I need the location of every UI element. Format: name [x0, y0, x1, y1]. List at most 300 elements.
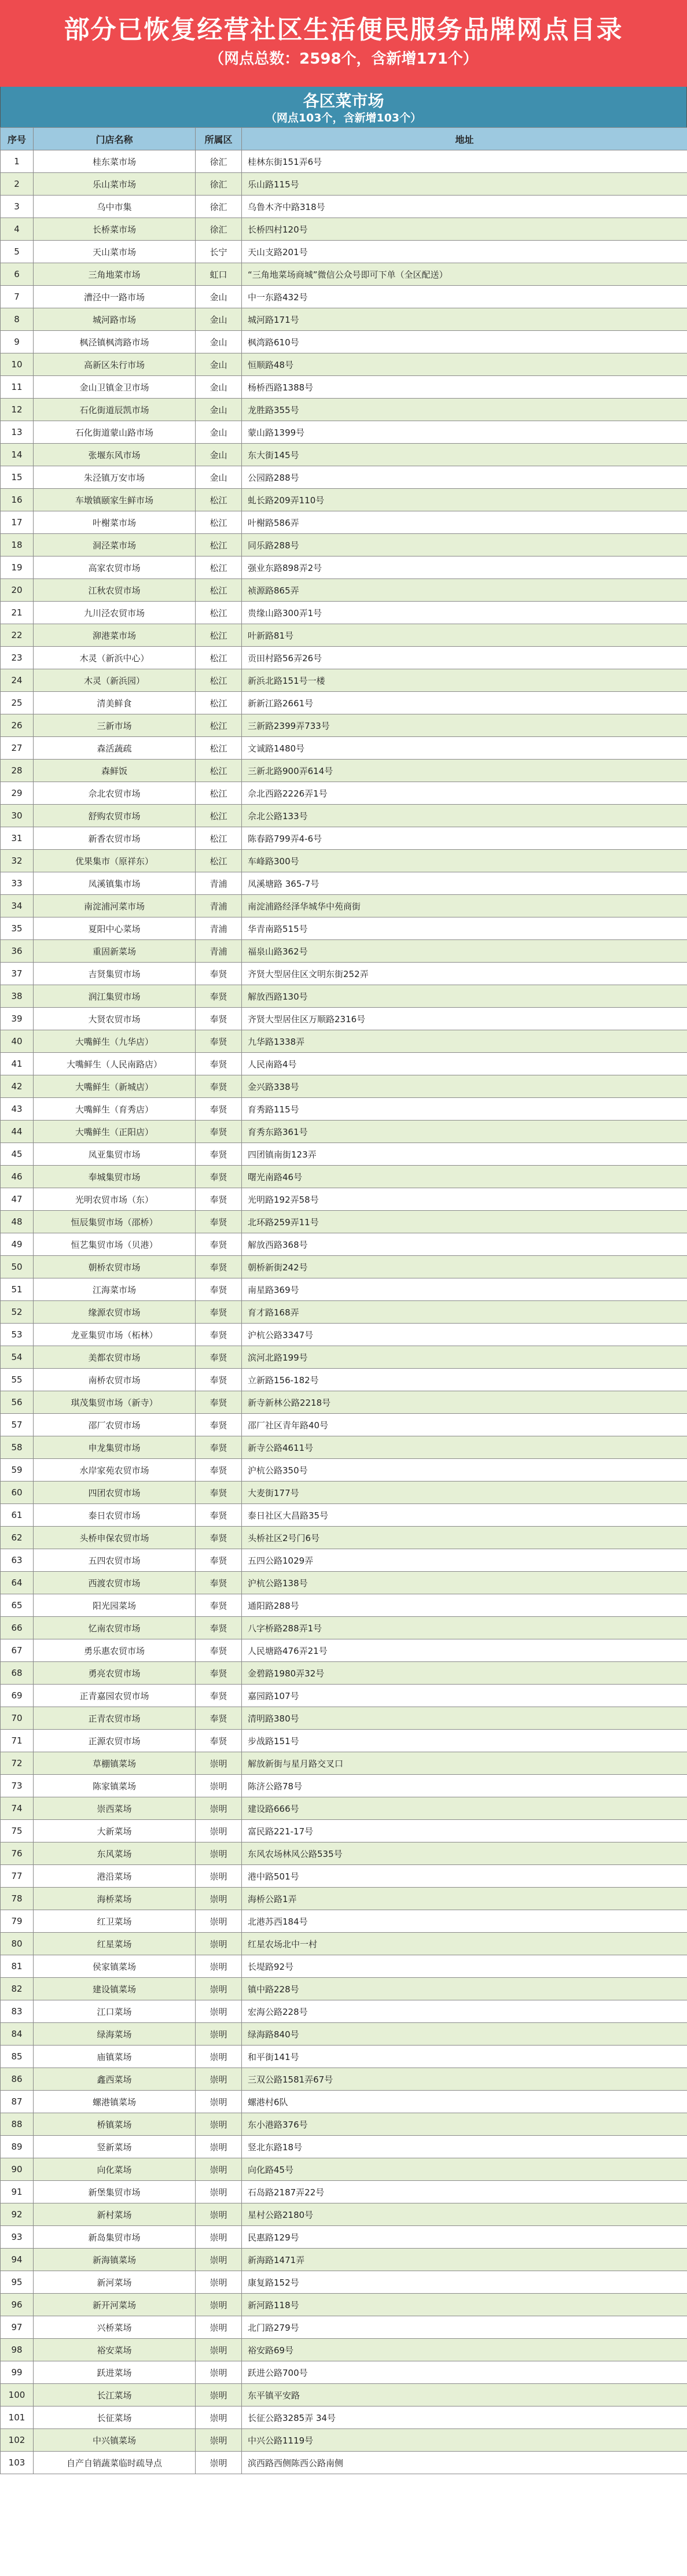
cell-district: 崇明 — [196, 2361, 242, 2384]
cell-store-name: 南桥农贸市场 — [34, 1369, 196, 1391]
cell-store-name: 江秋农贸市场 — [34, 579, 196, 602]
cell-address: 裕安路69号 — [242, 2339, 687, 2361]
cell-index: 13 — [1, 421, 34, 444]
cell-store-name: 新海镇菜场 — [34, 2249, 196, 2271]
cell-address: 龙胜路355号 — [242, 399, 687, 421]
table-row — [1, 1888, 687, 1910]
table-row — [1, 1504, 687, 1527]
cell-store-name: 夏阳中心菜场 — [34, 917, 196, 940]
table-row — [1, 1211, 687, 1233]
cell-index: 50 — [1, 1256, 34, 1278]
cell-store-name: 大新菜场 — [34, 1820, 196, 1842]
cell-index: 42 — [1, 1075, 34, 1098]
cell-store-name: 南淀浦河菜市场 — [34, 895, 196, 917]
table-row — [1, 1527, 687, 1549]
cell-district: 金山 — [196, 376, 242, 399]
cell-store-name: 石化街道辰凯市场 — [34, 399, 196, 421]
cell-district: 崇明 — [196, 1842, 242, 1865]
cell-index: 85 — [1, 2046, 34, 2068]
cell-store-name: 桥镇菜场 — [34, 2113, 196, 2136]
table-row — [1, 1639, 687, 1662]
table-row — [1, 1414, 687, 1436]
cell-index: 7 — [1, 286, 34, 308]
cell-address: 车峰路300号 — [242, 850, 687, 872]
cell-store-name: 申龙集贸市场 — [34, 1436, 196, 1459]
cell-address: 金碧路1980弄32号 — [242, 1662, 687, 1685]
cell-store-name: 奉城集贸市场 — [34, 1166, 196, 1188]
table-row — [1, 940, 687, 963]
table-row — [1, 1301, 687, 1324]
cell-address: 新寺公路4611号 — [242, 1436, 687, 1459]
cell-district: 崇明 — [196, 2068, 242, 2091]
cell-store-name: 凤溪镇集市场 — [34, 872, 196, 895]
cell-district: 崇明 — [196, 2091, 242, 2113]
cell-district: 奉贤 — [196, 1662, 242, 1685]
cell-index: 81 — [1, 1955, 34, 1978]
cell-address: 跃进公路700号 — [242, 2361, 687, 2384]
cell-address: 城河路171号 — [242, 308, 687, 331]
cell-address: 立新路156-182号 — [242, 1369, 687, 1391]
cell-address: 滨河北路199号 — [242, 1346, 687, 1369]
cell-address: 金兴路338号 — [242, 1075, 687, 1098]
table-row — [1, 714, 687, 737]
cell-store-name: 长桥菜市场 — [34, 218, 196, 241]
table-row — [1, 1188, 687, 1211]
cell-store-name: 勇乐惠农贸市场 — [34, 1639, 196, 1662]
cell-index: 103 — [1, 2452, 34, 2474]
cell-index: 67 — [1, 1639, 34, 1662]
cell-index: 90 — [1, 2158, 34, 2181]
cell-district: 松江 — [196, 579, 242, 602]
cell-district: 崇明 — [196, 2294, 242, 2316]
cell-district: 奉贤 — [196, 1121, 242, 1143]
cell-store-name: 草棚镇菜场 — [34, 1752, 196, 1775]
cell-district: 奉贤 — [196, 1369, 242, 1391]
cell-store-name: 新岛集贸市场 — [34, 2226, 196, 2249]
table-row — [1, 1549, 687, 1572]
cell-store-name: 重固新菜场 — [34, 940, 196, 963]
table-row — [1, 1030, 687, 1053]
cell-store-name: 清美鲜食 — [34, 692, 196, 714]
cell-district: 金山 — [196, 286, 242, 308]
cell-store-name: 木灵（新浜中心） — [34, 647, 196, 669]
table-row — [1, 331, 687, 353]
cell-index: 100 — [1, 2384, 34, 2407]
table-row — [1, 1910, 687, 1933]
table-row — [1, 1617, 687, 1639]
table-row — [1, 1369, 687, 1391]
cell-index: 43 — [1, 1098, 34, 1121]
table-row — [1, 963, 687, 985]
cell-address: 长征公路3285弄 34号 — [242, 2407, 687, 2429]
cell-address: 红星农场北中一村 — [242, 1933, 687, 1955]
cell-address: 北环路259弄11号 — [242, 1211, 687, 1233]
cell-district: 奉贤 — [196, 1346, 242, 1369]
cell-address: 邵厂社区青年路40号 — [242, 1414, 687, 1436]
cell-district: 崇明 — [196, 2113, 242, 2136]
cell-district: 奉贤 — [196, 1594, 242, 1617]
table-row — [1, 263, 687, 286]
cell-district: 奉贤 — [196, 1685, 242, 1707]
table-row — [1, 2316, 687, 2339]
cell-address: 头桥社区2号门6号 — [242, 1527, 687, 1549]
cell-address: 文诚路1480号 — [242, 737, 687, 760]
cell-district: 松江 — [196, 534, 242, 557]
cell-store-name: 新河菜场 — [34, 2271, 196, 2294]
cell-address: 乌鲁木齐中路318号 — [242, 196, 687, 218]
table-row — [1, 241, 687, 263]
cell-index: 41 — [1, 1053, 34, 1075]
cell-store-name: 跃进菜场 — [34, 2361, 196, 2384]
cell-store-name: 优果集市（原祥东） — [34, 850, 196, 872]
cell-index: 21 — [1, 602, 34, 624]
cell-district: 崇明 — [196, 1820, 242, 1842]
cell-district: 徐汇 — [196, 196, 242, 218]
cell-index: 32 — [1, 850, 34, 872]
cell-address: 祯源路865弄 — [242, 579, 687, 602]
cell-address: 枫湾路610号 — [242, 331, 687, 353]
cell-store-name: 三新市场 — [34, 714, 196, 737]
table-row — [1, 2046, 687, 2068]
cell-store-name: 恒辰集贸市场（邵桥） — [34, 1211, 196, 1233]
table-row — [1, 2452, 687, 2474]
cell-district: 奉贤 — [196, 1482, 242, 1504]
cell-index: 80 — [1, 1933, 34, 1955]
cell-index: 78 — [1, 1888, 34, 1910]
cell-store-name: 大嘴鲜生（新城店） — [34, 1075, 196, 1098]
table-row — [1, 1053, 687, 1075]
cell-store-name: 正青嘉园农贸市场 — [34, 1685, 196, 1707]
cell-store-name: 张堰东风市场 — [34, 444, 196, 466]
table-row — [1, 2158, 687, 2181]
table-row — [1, 579, 687, 602]
cell-index: 45 — [1, 1143, 34, 1166]
table-row — [1, 466, 687, 489]
cell-index: 34 — [1, 895, 34, 917]
cell-store-name: 大嘴鲜生（育秀店） — [34, 1098, 196, 1121]
cell-district: 崇明 — [196, 2136, 242, 2158]
cell-address: 建设路666号 — [242, 1797, 687, 1820]
cell-store-name: 绿海菜场 — [34, 2023, 196, 2046]
cell-district: 松江 — [196, 827, 242, 850]
cell-store-name: 森活蔬疏 — [34, 737, 196, 760]
table-row — [1, 444, 687, 466]
cell-index: 54 — [1, 1346, 34, 1369]
column-header-index: 序号 — [1, 128, 34, 150]
cell-district: 虹口 — [196, 263, 242, 286]
cell-index: 39 — [1, 1008, 34, 1030]
cell-index: 62 — [1, 1527, 34, 1549]
cell-address: 中一东路432号 — [242, 286, 687, 308]
cell-index: 76 — [1, 1842, 34, 1865]
cell-district: 松江 — [196, 602, 242, 624]
table-row — [1, 1482, 687, 1504]
table-row — [1, 1324, 687, 1346]
cell-district: 奉贤 — [196, 1301, 242, 1324]
cell-district: 金山 — [196, 444, 242, 466]
cell-district: 奉贤 — [196, 1391, 242, 1414]
table-row — [1, 173, 687, 196]
cell-address: 新河路118号 — [242, 2294, 687, 2316]
cell-district: 金山 — [196, 308, 242, 331]
cell-index: 56 — [1, 1391, 34, 1414]
table-row — [1, 1662, 687, 1685]
cell-address: 九华路1338弄 — [242, 1030, 687, 1053]
cell-store-name: 东风菜场 — [34, 1842, 196, 1865]
cell-index: 75 — [1, 1820, 34, 1842]
cell-index: 86 — [1, 2068, 34, 2091]
cell-address: 绿海路840号 — [242, 2023, 687, 2046]
table-row — [1, 2136, 687, 2158]
cell-district: 长宁 — [196, 241, 242, 263]
cell-index: 53 — [1, 1324, 34, 1346]
table-row — [1, 2203, 687, 2226]
table-row — [1, 1955, 687, 1978]
table-row — [1, 602, 687, 624]
table-row — [1, 1572, 687, 1594]
cell-district: 松江 — [196, 647, 242, 669]
cell-district: 奉贤 — [196, 1707, 242, 1730]
cell-district: 金山 — [196, 353, 242, 376]
cell-address: 人民塘路476弄21号 — [242, 1639, 687, 1662]
section-subtitle: （网点103个，含新增103个） — [265, 112, 422, 124]
cell-index: 24 — [1, 669, 34, 692]
cell-store-name: 九川泾农贸市场 — [34, 602, 196, 624]
cell-index: 11 — [1, 376, 34, 399]
cell-store-name: 港沿菜场 — [34, 1865, 196, 1888]
cell-address: 贡田村路56弄26号 — [242, 647, 687, 669]
cell-district: 崇明 — [196, 2023, 242, 2046]
cell-address: 东平镇平安路 — [242, 2384, 687, 2407]
cell-district: 青浦 — [196, 895, 242, 917]
cell-store-name: 高家农贸市场 — [34, 557, 196, 579]
cell-district: 奉贤 — [196, 1098, 242, 1121]
table-row — [1, 760, 687, 782]
cell-index: 101 — [1, 2407, 34, 2429]
cell-store-name: 朱泾镇万安市场 — [34, 466, 196, 489]
cell-district: 奉贤 — [196, 1572, 242, 1594]
cell-store-name: 天山菜市场 — [34, 241, 196, 263]
cell-index: 61 — [1, 1504, 34, 1527]
cell-address: 北门路279号 — [242, 2316, 687, 2339]
cell-store-name: 泰日农贸市场 — [34, 1504, 196, 1527]
cell-index: 97 — [1, 2316, 34, 2339]
cell-district: 崇明 — [196, 1775, 242, 1797]
cell-address: 贵缘山路300弄1号 — [242, 602, 687, 624]
table-row — [1, 218, 687, 241]
cell-address: 和平街141号 — [242, 2046, 687, 2068]
table-row — [1, 2181, 687, 2203]
cell-store-name: 正源农贸市场 — [34, 1730, 196, 1752]
cell-district: 崇明 — [196, 2181, 242, 2203]
cell-address: 嘉园路107号 — [242, 1685, 687, 1707]
cell-store-name: 螺港镇菜场 — [34, 2091, 196, 2113]
cell-address: 育秀路115号 — [242, 1098, 687, 1121]
cell-district: 崇明 — [196, 2384, 242, 2407]
cell-address: 螺港村6队 — [242, 2091, 687, 2113]
table-row — [1, 534, 687, 557]
cell-index: 60 — [1, 1482, 34, 1504]
cell-address: 新浜北路151号一楼 — [242, 669, 687, 692]
cell-district: 奉贤 — [196, 1459, 242, 1482]
cell-district: 奉贤 — [196, 1639, 242, 1662]
cell-store-name: 长征菜场 — [34, 2407, 196, 2429]
cell-district: 松江 — [196, 782, 242, 805]
table-row — [1, 1685, 687, 1707]
cell-district: 崇明 — [196, 2046, 242, 2068]
cell-store-name: 向化菜场 — [34, 2158, 196, 2181]
table-row — [1, 511, 687, 534]
cell-district: 奉贤 — [196, 1075, 242, 1098]
table-row — [1, 2000, 687, 2023]
cell-store-name: 大嘴鲜生（正阳店） — [34, 1121, 196, 1143]
cell-district: 青浦 — [196, 917, 242, 940]
table-row — [1, 2361, 687, 2384]
table-row — [1, 1008, 687, 1030]
cell-address: 中兴公路1119号 — [242, 2429, 687, 2452]
cell-address: 海桥公路1弄 — [242, 1888, 687, 1910]
cell-store-name: 兴桥菜场 — [34, 2316, 196, 2339]
cell-index: 12 — [1, 399, 34, 421]
cell-index: 10 — [1, 353, 34, 376]
table-row — [1, 1436, 687, 1459]
cell-address: 北港苏西184号 — [242, 1910, 687, 1933]
cell-index: 47 — [1, 1188, 34, 1211]
cell-district: 奉贤 — [196, 963, 242, 985]
cell-district: 崇明 — [196, 2249, 242, 2271]
cell-store-name: 裕安菜场 — [34, 2339, 196, 2361]
table-row — [1, 353, 687, 376]
cell-index: 14 — [1, 444, 34, 466]
cell-store-name: 自产自销蔬菜临时疏导点 — [34, 2452, 196, 2474]
cell-address: 泰日社区大昌路35号 — [242, 1504, 687, 1527]
cell-store-name: 庙镇菜场 — [34, 2046, 196, 2068]
cell-district: 崇明 — [196, 2452, 242, 2474]
cell-store-name: 江海菜市场 — [34, 1278, 196, 1301]
cell-index: 4 — [1, 218, 34, 241]
cell-district: 奉贤 — [196, 1549, 242, 1572]
cell-index: 19 — [1, 557, 34, 579]
cell-address: 陈济公路78号 — [242, 1775, 687, 1797]
cell-district: 奉贤 — [196, 1053, 242, 1075]
table-header-row — [1, 128, 687, 150]
cell-address: 叶新路81号 — [242, 624, 687, 647]
cell-district: 青浦 — [196, 872, 242, 895]
table-row — [1, 1775, 687, 1797]
table-row — [1, 805, 687, 827]
cell-store-name: 陈家镇菜场 — [34, 1775, 196, 1797]
cell-address: 曙光南路46号 — [242, 1166, 687, 1188]
cell-store-name: 高新区朱行市场 — [34, 353, 196, 376]
cell-index: 84 — [1, 2023, 34, 2046]
cell-index: 30 — [1, 805, 34, 827]
cell-address: 三新路2399弄733号 — [242, 714, 687, 737]
cell-address: 齐贤大型居住区万顺路2316号 — [242, 1008, 687, 1030]
cell-district: 松江 — [196, 669, 242, 692]
cell-index: 25 — [1, 692, 34, 714]
cell-district: 崇明 — [196, 2203, 242, 2226]
cell-index: 48 — [1, 1211, 34, 1233]
cell-store-name: 吉贤集贸市场 — [34, 963, 196, 985]
cell-district: 奉贤 — [196, 1188, 242, 1211]
cell-district: 松江 — [196, 624, 242, 647]
table-row — [1, 1346, 687, 1369]
cell-district: 奉贤 — [196, 1436, 242, 1459]
cell-store-name: 森鲜饭 — [34, 760, 196, 782]
cell-address: 陈春路799弄4-6号 — [242, 827, 687, 850]
cell-district: 青浦 — [196, 940, 242, 963]
cell-index: 2 — [1, 173, 34, 196]
cell-store-name: 木灵（新浜园） — [34, 669, 196, 692]
cell-address: 南淀浦路经泽华城华中苑商街 — [242, 895, 687, 917]
column-header-district: 所属区 — [196, 128, 242, 150]
table-row — [1, 1933, 687, 1955]
cell-district: 崇明 — [196, 2316, 242, 2339]
cell-index: 46 — [1, 1166, 34, 1188]
cell-district: 崇明 — [196, 1797, 242, 1820]
cell-address: 恒顺路48号 — [242, 353, 687, 376]
cell-address: 解放西路130号 — [242, 985, 687, 1008]
table-row — [1, 1098, 687, 1121]
cell-address: 沪杭公路3347号 — [242, 1324, 687, 1346]
table-row — [1, 669, 687, 692]
cell-district: 崇明 — [196, 2158, 242, 2181]
cell-district: 金山 — [196, 399, 242, 421]
cell-index: 3 — [1, 196, 34, 218]
cell-address: 凤溪塘路 365-7号 — [242, 872, 687, 895]
cell-index: 89 — [1, 2136, 34, 2158]
cell-address: 华青南路515号 — [242, 917, 687, 940]
table-row — [1, 421, 687, 444]
cell-index: 82 — [1, 1978, 34, 2000]
cell-address: 乐山路115号 — [242, 173, 687, 196]
cell-address: 福泉山路362号 — [242, 940, 687, 963]
table-row — [1, 2339, 687, 2361]
cell-store-name: 美都农贸市场 — [34, 1346, 196, 1369]
cell-index: 36 — [1, 940, 34, 963]
cell-district: 奉贤 — [196, 1008, 242, 1030]
cell-district: 奉贤 — [196, 1211, 242, 1233]
table-row — [1, 2429, 687, 2452]
table-row — [1, 2294, 687, 2316]
cell-index: 49 — [1, 1233, 34, 1256]
table-row — [1, 1707, 687, 1730]
column-header-store-name: 门店名称 — [34, 128, 196, 150]
cell-store-name: 琪茂集贸市场（新寺） — [34, 1391, 196, 1414]
cell-index: 93 — [1, 2226, 34, 2249]
cell-store-name: 三角地菜市场 — [34, 263, 196, 286]
cell-district: 奉贤 — [196, 1278, 242, 1301]
cell-address: 港中路501号 — [242, 1865, 687, 1888]
cell-store-name: 泖港菜市场 — [34, 624, 196, 647]
cell-index: 16 — [1, 489, 34, 511]
cell-index: 29 — [1, 782, 34, 805]
cell-index: 27 — [1, 737, 34, 760]
cell-store-name: 建设镇菜场 — [34, 1978, 196, 2000]
cell-store-name: 江口菜场 — [34, 2000, 196, 2023]
table-row — [1, 2226, 687, 2249]
cell-store-name: 红卫菜场 — [34, 1910, 196, 1933]
cell-store-name: 勇亮农贸市场 — [34, 1662, 196, 1685]
cell-address: 富民路221-17号 — [242, 1820, 687, 1842]
cell-store-name: 忆南农贸市场 — [34, 1617, 196, 1639]
cell-address: 人民南路4号 — [242, 1053, 687, 1075]
cell-index: 23 — [1, 647, 34, 669]
cell-index: 1 — [1, 150, 34, 173]
cell-district: 金山 — [196, 421, 242, 444]
table-row — [1, 1256, 687, 1278]
table-body — [1, 150, 687, 2474]
